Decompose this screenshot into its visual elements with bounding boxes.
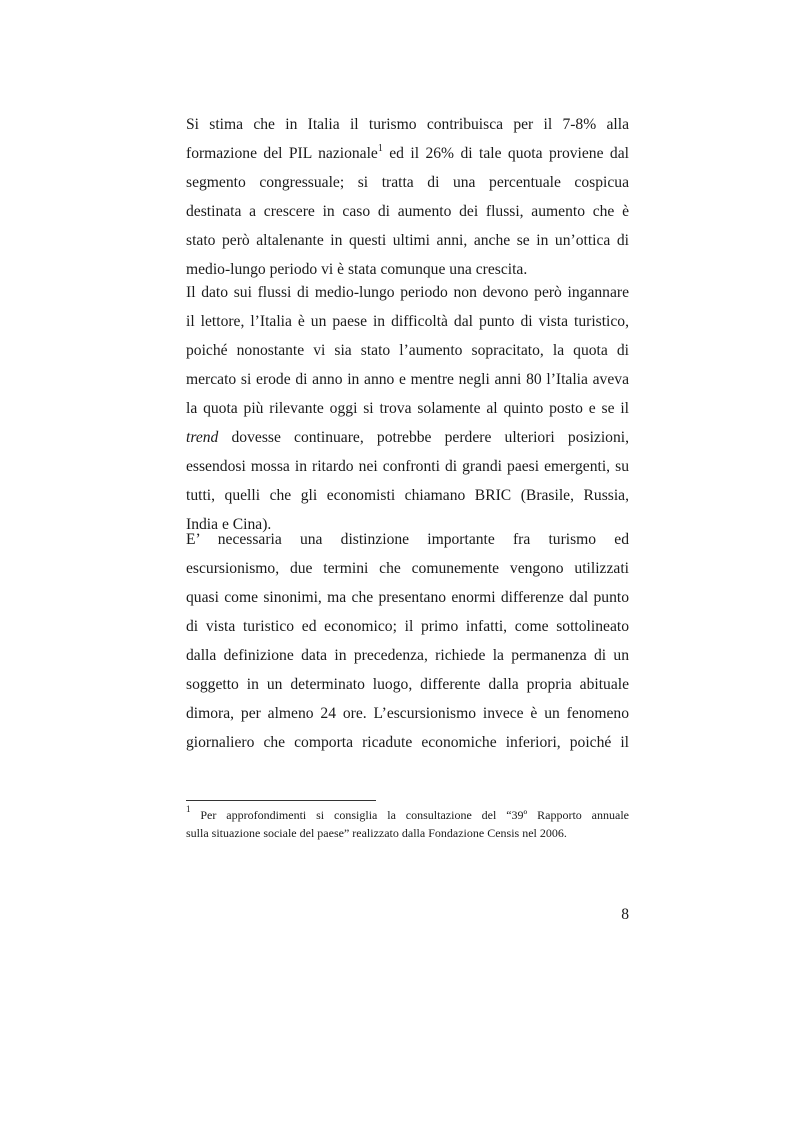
text-line: India e Cina). xyxy=(186,516,272,533)
text-line: il lettore, l’Italia è un paese in difficoltà dal punto di vista turistico, xyxy=(186,313,629,330)
text-line: soggetto in un determinato luogo, differente dalla propria abituale xyxy=(186,676,629,693)
text-run: Per approfondimenti si consiglia la consultazione del “39º Rapporto annuale xyxy=(190,808,629,822)
text-line: mercato si erode di anno in anno e mentre negli anni 80 l’Italia aveva xyxy=(186,371,629,388)
text-line: essendosi mossa in ritardo nei confronti di grandi paesi emergenti, su xyxy=(186,458,629,475)
text-line: medio-lungo periodo vi è stata comunque una crescita. xyxy=(186,261,528,278)
text-line: poiché nonostante vi sia stato l’aumento sopracitato, la quota di xyxy=(186,342,629,359)
text-line: tutti, quelli che gli economisti chiamano BRIC (Brasile, Russia, xyxy=(186,487,629,504)
text-line xyxy=(186,423,629,452)
text-run: formazione del PIL nazionale xyxy=(186,145,378,162)
footnote xyxy=(186,806,629,842)
text-line: di vista turistico ed economico; il primo infatti, come sottolineato xyxy=(186,618,629,635)
paragraph-1 xyxy=(186,110,629,284)
text-line: quasi come sinonimi, ma che presentano enormi differenze dal punto xyxy=(186,589,629,606)
footnote-reference[interactable]: 1 xyxy=(377,142,383,154)
text-run: ed il 26% di tale quota proviene dal xyxy=(382,145,629,162)
paragraph-3 xyxy=(186,525,629,757)
text-line: la quota più rilevante oggi si trova solamente al quinto posto e se il xyxy=(186,400,629,417)
text-line xyxy=(186,139,629,168)
footnote-line xyxy=(186,806,629,824)
text-line: Il dato sui flussi di medio-lungo periodo non devono però ingannare xyxy=(186,284,629,301)
text-line: stato però altalenante in questi ultimi anni, anche se in un’ottica di xyxy=(186,232,629,249)
text-line: Si stima che in Italia il turismo contribuisca per il 7-8% alla xyxy=(186,116,629,133)
text-line: escursionismo, due termini che comunemente vengono utilizzati xyxy=(186,560,629,577)
text-line: dimora, per almeno 24 ore. L’escursionismo invece è un fenomeno xyxy=(186,705,629,722)
text-line: segmento congressuale; si tratta di una percentuale cospicua xyxy=(186,174,629,191)
text-line: E’ necessaria una distinzione importante fra turismo ed xyxy=(186,531,629,548)
text-line: destinata a crescere in caso di aumento dei flussi, aumento che è xyxy=(186,203,629,220)
text-run: dovesse continuare, potrebbe perdere ulteriori posizioni, xyxy=(218,429,629,446)
footnote-line: sulla situazione sociale del paese” realizzato dalla Fondazione Censis nel 2006. xyxy=(186,826,567,840)
text-line: dalla definizione data in precedenza, richiede la permanenza di un xyxy=(186,647,629,664)
text-line: giornaliero che comporta ricadute economiche inferiori, poiché il xyxy=(186,734,629,751)
footnote-divider xyxy=(186,800,376,801)
paragraph-2 xyxy=(186,278,629,539)
page-number: 8 xyxy=(621,906,629,923)
emphasis-text: trend xyxy=(186,429,219,446)
footnote-marker: 1 xyxy=(186,804,191,814)
